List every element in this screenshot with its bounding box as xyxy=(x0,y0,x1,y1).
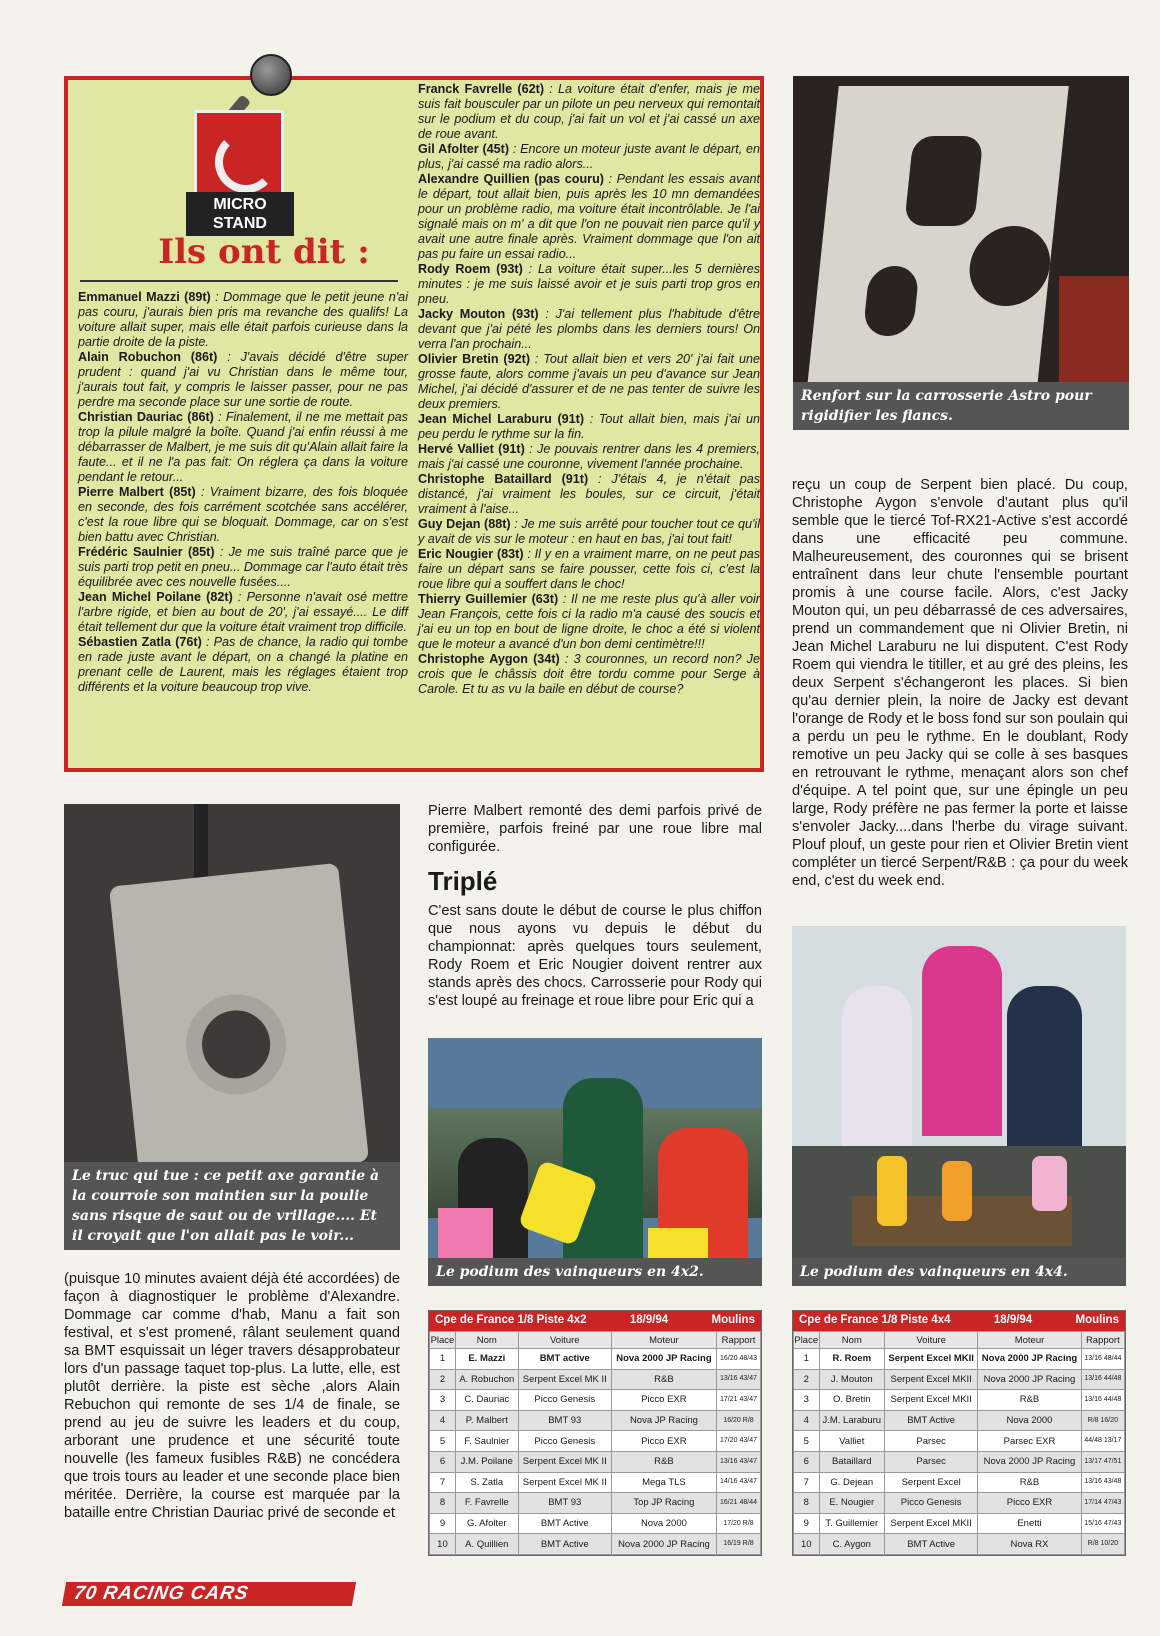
table-row xyxy=(430,1513,761,1534)
table-cell: 9 xyxy=(430,1513,456,1534)
table-cell: G. Dejean xyxy=(819,1472,885,1493)
quote-text: : Tout allait bien et vers 20' j'ai fait une grosse faute, alors comme j'avais un peu d'avance sur Jean Michel, j'ai décidé d'assurer et de ne pas tenter de suivre les deux premiers. xyxy=(418,352,760,411)
table-date: 18/9/94 xyxy=(993,1314,1033,1326)
table-row xyxy=(794,1451,1125,1472)
quote-speaker: Jacky Mouton (93t) xyxy=(418,307,539,321)
table-cell: Nova RX xyxy=(978,1534,1081,1555)
quote-entry xyxy=(78,635,408,695)
photo-podium-4x4 xyxy=(792,926,1126,1286)
column-header: Nom xyxy=(455,1332,518,1349)
table-cell: Parsec xyxy=(885,1431,978,1452)
table-cell: Parsec EXR xyxy=(978,1431,1081,1452)
column-header: Rapport xyxy=(717,1332,761,1349)
table-cell: 13/17 47/51 xyxy=(1081,1451,1124,1472)
table-cell: R&B xyxy=(978,1472,1081,1493)
quote-entry xyxy=(78,485,408,545)
page-footer: 70 RACING CARS xyxy=(62,1582,356,1606)
quote-text: : La voiture était d'enfer, mais je me suis fait bousculer par un pilote un peu nerveux qui remontait sur le podium et du coup, j'ai fait un vol et j'ai cassé un axe de roue avant. xyxy=(418,82,760,141)
table-row xyxy=(794,1349,1125,1370)
table-row xyxy=(430,1431,761,1452)
table-cell: Bataillard xyxy=(819,1451,885,1472)
quote-speaker: Sébastien Zatla (76t) xyxy=(78,635,202,649)
divider xyxy=(80,280,398,282)
quote-entry xyxy=(78,545,408,590)
table-cell: S. Zatla xyxy=(455,1472,518,1493)
quote-entry xyxy=(418,592,760,652)
quote-text: : Encore un moteur juste avant le départ, en plus, j'ai cassé ma radio alors... xyxy=(418,142,760,171)
table-cell: 8 xyxy=(430,1493,456,1514)
quote-speaker: Christophe Bataillard (91t) xyxy=(418,472,589,486)
table-cell: 10 xyxy=(430,1534,456,1555)
table-cell: 17/21 43/47 xyxy=(717,1390,761,1411)
table-cell: E. Mazzi xyxy=(455,1349,518,1370)
quote-speaker: Olivier Bretin (92t) xyxy=(418,352,531,366)
table-cell: Nova JP Racing xyxy=(611,1410,716,1431)
table-cell: Mega TLS xyxy=(611,1472,716,1493)
photo-caption: Le podium des vainqueurs en 4x2. xyxy=(428,1258,762,1286)
quote-speaker: Frédéric Saulnier (85t) xyxy=(78,545,215,559)
table-cell: F. Saulnier xyxy=(455,1431,518,1452)
photo-caption: Le podium des vainqueurs en 4x4. xyxy=(792,1258,1126,1286)
table-cell: Serpent Excel MKII xyxy=(885,1390,978,1411)
table-row xyxy=(430,1451,761,1472)
table-row xyxy=(430,1410,761,1431)
column-header: Rapport xyxy=(1081,1332,1124,1349)
table-row xyxy=(794,1390,1125,1411)
table-row xyxy=(430,1493,761,1514)
table-cell: 16/21 48/44 xyxy=(717,1493,761,1514)
quote-speaker: Eric Nougier (83t) xyxy=(418,547,524,561)
quotes-left-column xyxy=(78,290,408,695)
quote-speaker: Jean Michel Poilane (82t) xyxy=(78,590,233,604)
table-cell: 4 xyxy=(430,1410,456,1431)
photo-body-reinforcement xyxy=(793,76,1129,430)
table-cell: Nova 2000 JP Racing xyxy=(978,1369,1081,1390)
table-cell: R. Roem xyxy=(819,1349,885,1370)
table-place: Moulins xyxy=(711,1314,755,1326)
quote-title: Ils ont dit : xyxy=(158,232,370,272)
table-cell: BMT Active xyxy=(518,1534,611,1555)
table-cell: Picco Genesis xyxy=(885,1493,978,1514)
results-table xyxy=(429,1331,761,1555)
table-cell: R/8 16/20 xyxy=(1081,1410,1124,1431)
quote-text: : Pendant les essais avant le départ, tout allait bien, puis après les 10 mn demandées pour un problème radio, ma voiture était incontrôlable. Je l'ai signalé mais on m' a dit que l'on ne pouvait rien parce qu'il y avait une autre finale après. Vraiment dommage que l'on ait pas pu faire un essai radio... xyxy=(418,172,760,261)
table-cell: R&B xyxy=(611,1369,716,1390)
table-row xyxy=(430,1390,761,1411)
column-header: Voiture xyxy=(885,1332,978,1349)
table-row xyxy=(794,1472,1125,1493)
table-cell: P. Malbert xyxy=(455,1410,518,1431)
table-cell: 1 xyxy=(794,1349,820,1370)
table-cell: 7 xyxy=(430,1472,456,1493)
table-cell: 2 xyxy=(794,1369,820,1390)
table-cell: J.M. Poilane xyxy=(455,1451,518,1472)
micro-stand-logo xyxy=(194,110,284,200)
quote-text: : Je pouvais rentrer dans les 4 premiers, mais j'ai cassé une couronne, vivement l'année prochaine. xyxy=(418,442,760,471)
quote-speaker: Franck Favrelle (62t) xyxy=(418,82,545,96)
quote-text: : Personne n'avait osé mettre l'arbre rigide, et bien au bout de 20', j'ai essayé.... Le diff était tellement dur que la voiture était vraiment trop difficile. xyxy=(78,590,408,634)
table-cell: 3 xyxy=(794,1390,820,1411)
table-row xyxy=(794,1493,1125,1514)
quote-speaker: Christophe Aygon (34t) xyxy=(418,652,560,666)
quotes-right-column xyxy=(418,82,760,697)
quote-speaker: Thierry Guillemier (63t) xyxy=(418,592,559,606)
table-row xyxy=(430,1369,761,1390)
table-cell: Top JP Racing xyxy=(611,1493,716,1514)
table-cell: Nova 2000 JP Racing xyxy=(978,1451,1081,1472)
table-cell: 17/20 R/8 xyxy=(717,1513,761,1534)
table-cell: 13/16 44/48 xyxy=(1081,1390,1124,1411)
table-cell: Enetti xyxy=(978,1513,1081,1534)
quote-speaker: Christian Dauriac (86t) xyxy=(78,410,214,424)
quote-text: : Vraiment bizarre, des fois bloquée en seconde, des fois carrément scotchée sans accélérer, c'est la roue libre qui se bloquait. Dommage, car on s'est bien battu avec Christian. xyxy=(78,485,408,544)
quote-text: : Tout allait bien, mais j'ai un peu perdu le rythme sur la fin. xyxy=(418,412,760,441)
table-cell: 13/16 43/47 xyxy=(717,1369,761,1390)
section-heading: Triplé xyxy=(428,866,498,896)
column-header: Place xyxy=(430,1332,456,1349)
quote-entry xyxy=(418,142,760,172)
quote-text: : Finalement, il ne me mettait pas trop la pilule malgré la boîte. Quand j'ai enfin réussi à me débarrasser de Malbert, je me suis dit qu'Alain allait faire la faute... et il ne l'a pas fait: On réglera ça dans la voiture pendant le retour... xyxy=(78,410,408,484)
table-cell: C. Aygon xyxy=(819,1534,885,1555)
table-row xyxy=(794,1513,1125,1534)
table-cell: Picco Genesis xyxy=(518,1390,611,1411)
table-title: Cpe de France 1/8 Piste 4x4 xyxy=(799,1314,951,1326)
table-cell: Picco EXR xyxy=(978,1493,1081,1514)
quote-speaker: Alain Robuchon (86t) xyxy=(78,350,218,364)
table-title-bar xyxy=(793,1311,1125,1331)
article-text-left: (puisque 10 minutes avaient déjà été accordées) de façon à diagnostiquer le problème d'Alexandre. Dommage car comme d'hab, Manu a fait son festival, et s'est promené, râlant seulement quand sa BMT esquissait un léger travers désapprobateur lors d'un passage taquet top-plus. La lutte, elle, est plutôt derrière. la piste est sèche ,alors Alain Rebuchon qui remonte de ses 1/4 de finale, se prend au jeu de suivre les leaders et du coup, arborant une prudence et une sécurité toute nouvelle (les fameux fusibles R&B) ne concédera que trois tours au leader et une seconde place bien méritée. Derrière, la course est marquée par la bataille entre Christian Dauriac privé de seconde et xyxy=(64,1271,400,1521)
table-cell: Serpent Excel MKII xyxy=(885,1349,978,1370)
quote-entry xyxy=(78,590,408,635)
table-cell: BMT active xyxy=(518,1349,611,1370)
table-cell: 14/16 43/47 xyxy=(717,1472,761,1493)
table-title-bar xyxy=(429,1311,761,1331)
quote-entry xyxy=(418,262,760,307)
table-cell: R&B xyxy=(611,1451,716,1472)
table-row xyxy=(794,1410,1125,1431)
table-cell: G. Afolter xyxy=(455,1513,518,1534)
table-row xyxy=(430,1472,761,1493)
table-cell: R/8 10/20 xyxy=(1081,1534,1124,1555)
quote-entry xyxy=(418,412,760,442)
table-cell: 8 xyxy=(794,1493,820,1514)
quote-text: : 3 couronnes, un record non? Je crois que le châssis doit être tordu comme pour Serge à Carole. Et tu as vu la baile en début de course? xyxy=(418,652,760,696)
table-cell: 13/16 44/48 xyxy=(1081,1369,1124,1390)
quote-text: : Je me suis traîné parce que je suis parti trop petit en pneu... Dommage car l'auto était très équilibrée avec ces nouvelle fusées.... xyxy=(78,545,409,589)
table-cell: Serpent Excel MKII xyxy=(885,1513,978,1534)
quote-text: : J'avais décidé d'être super prudent : quand j'ai vu Christian dans le même tour, j'aurais tout fait, y compris le laisser passer, pour ne pas perdre ma seconde place sur une sortie de route. xyxy=(78,350,408,409)
table-cell: Valliet xyxy=(819,1431,885,1452)
table-cell: O. Bretin xyxy=(819,1390,885,1411)
quote-speaker: Guy Dejan (88t) xyxy=(418,517,511,531)
quote-entry xyxy=(418,472,760,517)
table-cell: Nova 2000 JP Racing xyxy=(611,1534,716,1555)
table-cell: F. Favrelle xyxy=(455,1493,518,1514)
table-row xyxy=(794,1534,1125,1555)
badge-line2: STAND xyxy=(213,215,267,232)
micro-stand-badge xyxy=(186,192,294,236)
quote-text: : J'ai tellement plus l'habitude d'être devant que j'ai pété les plombs dans les derniers tours! On verra l'an prochain... xyxy=(418,307,760,351)
table-cell: 4 xyxy=(794,1410,820,1431)
photo-axle-part xyxy=(64,804,400,1250)
quote-text: : Il y en a vraiment marre, on ne peut pas faire un départ sans se faire pousser, cette fois ci, c'est la roue libre qui a souffert dans le choc! xyxy=(418,547,760,591)
table-cell: BMT Active xyxy=(885,1410,978,1431)
quote-text: : Il ne me reste plus qu'à aller voir Jean François, cette fois ci la radio m'a causé des soucis et j'ai eu un top en bout de ligne droite, le choc a été si violent que le moteur a avancé d'un bon demi centimètre!!! xyxy=(418,592,760,651)
table-cell: 2 xyxy=(430,1369,456,1390)
table-cell: 5 xyxy=(794,1431,820,1452)
table-cell: T. Guillemier xyxy=(819,1513,885,1534)
quote-speaker: Gil Afolter (45t) xyxy=(418,142,510,156)
quote-speaker: Hervé Valliet (91t) xyxy=(418,442,525,456)
table-cell: 5 xyxy=(430,1431,456,1452)
table-cell: BMT 93 xyxy=(518,1493,611,1514)
table-cell: Serpent Excel MKII xyxy=(885,1369,978,1390)
quote-entry xyxy=(78,290,408,350)
column-header: Nom xyxy=(819,1332,885,1349)
photo-caption: Renfort sur la carrosserie Astro pour rigidifier les flancs. xyxy=(793,382,1129,430)
table-cell: 6 xyxy=(430,1451,456,1472)
table-cell: 13/16 43/47 xyxy=(717,1451,761,1472)
table-cell: 6 xyxy=(794,1451,820,1472)
table-cell: 7 xyxy=(794,1472,820,1493)
table-cell: 17/14 47/43 xyxy=(1081,1493,1124,1514)
table-cell: A. Quillien xyxy=(455,1534,518,1555)
table-row xyxy=(430,1349,761,1370)
table-cell: C. Dauriac xyxy=(455,1390,518,1411)
results-table xyxy=(793,1331,1125,1555)
table-cell: 10 xyxy=(794,1534,820,1555)
table-cell: Picco EXR xyxy=(611,1431,716,1452)
part-image xyxy=(109,863,369,1185)
quote-box xyxy=(64,76,764,772)
table-cell: 16/19 R/8 xyxy=(717,1534,761,1555)
table-cell: 9 xyxy=(794,1513,820,1534)
table-cell: Serpent Excel xyxy=(885,1472,978,1493)
table-cell: 13/16 48/44 xyxy=(1081,1349,1124,1370)
column-header: Moteur xyxy=(611,1332,716,1349)
column-header: Place xyxy=(794,1332,820,1349)
table-cell: Parsec xyxy=(885,1451,978,1472)
table-cell: BMT Active xyxy=(885,1534,978,1555)
column-header: Moteur xyxy=(978,1332,1081,1349)
quote-entry xyxy=(418,442,760,472)
table-cell: Nova 2000 JP Racing xyxy=(611,1349,716,1370)
photo-caption: Le truc qui tue : ce petit axe garantie à la courroie son maintien sur la poulie sans risque de saut ou de vrillage.... Et il croyait que l'on allait pas le voir... xyxy=(64,1162,400,1250)
table-cell: 13/16 43/48 xyxy=(1081,1472,1124,1493)
column-header: Voiture xyxy=(518,1332,611,1349)
car-body-image xyxy=(807,86,1069,386)
quote-speaker: Alexandre Quillien (pas couru) xyxy=(418,172,604,186)
table-cell: J.M. Laraburu xyxy=(819,1410,885,1431)
table-date: 18/9/94 xyxy=(629,1314,669,1326)
results-table-4x2 xyxy=(428,1310,762,1556)
article-text-mid-top: Pierre Malbert remonté des demi parfois privé de première, parfois freiné par une roue libre mal configurée. xyxy=(428,803,762,855)
table-cell: Picco EXR xyxy=(611,1390,716,1411)
table-cell: 17/20 43/47 xyxy=(717,1431,761,1452)
quote-text: : La voiture était super...les 5 dernières minutes : je me suis laissé avoir et je suis parti trop gros en pneu. xyxy=(418,262,761,306)
quote-entry xyxy=(78,410,408,485)
microphone-icon xyxy=(250,54,292,96)
table-row xyxy=(794,1369,1125,1390)
quote-entry xyxy=(418,652,760,697)
quote-text: : Je me suis arrêté pour toucher tout ce qu'il y avait de vis sur le moteur : en haut en bas, j'ai tout fait! xyxy=(418,517,761,546)
table-cell: Picco Genesis xyxy=(518,1431,611,1452)
quote-entry xyxy=(418,547,760,592)
photo-podium-4x2 xyxy=(428,1038,762,1286)
quote-entry xyxy=(418,352,760,412)
table-cell: BMT Active xyxy=(518,1513,611,1534)
article-text-right: reçu un coup de Serpent bien placé. Du coup, Christophe Aygon s'envole d'autant plus qu'il semble que le tiercé Tof-RX21-Active s'est accordé dans une efficacité peu commune. Malheureusement, des couronnes qui se brisent entraînent dans leur chute l'ensemble pourtant promis à une course facile. Alors, c'est Jacky Mouton qui, un peu débarrassé de ces adversaires, prend un commandement que ni Olivier Bretin, ni Jean Michel Laraburu ne lui disputent. C'est Rody Roem qui viendra le titiller, et au gré des pleins, les deux Serpent s'échangeront les places. Si bien qu'au dernier plein, la noire de Jacky est devant l'orange de Rody et le boss fond sur son poulain qui a perdu un peu le rythme. En le doublant, Rody remotive un peu Jacky qui se colle à ses basques en retrouvant le rythme, menaçant alors son chef d'équipe. A tel point que, sur une épingle un peu large, Rody préfère ne pas fermer la porte et laisse s'envoler Jacky....dans l'herbe du virage suivant. Plouf plouf, un geste pour rien et Olivier Bretin vient compléter un tiercé Serpent/R&B : ça pour du week end, c'est du week end. xyxy=(792,477,1128,889)
quote-entry xyxy=(78,350,408,410)
table-cell: 3 xyxy=(430,1390,456,1411)
table-cell: Serpent Excel MK II xyxy=(518,1369,611,1390)
badge-line1: MICRO xyxy=(213,196,267,213)
quote-text: : J'étais 4, je n'était pas distancé, j'ai vraiment les boules, sur ce circuit, j'était vraiment à l'aise... xyxy=(418,472,760,516)
table-cell: J. Mouton xyxy=(819,1369,885,1390)
quote-entry xyxy=(418,307,760,352)
table-cell: 16/20 48/43 xyxy=(717,1349,761,1370)
table-title: Cpe de France 1/8 Piste 4x2 xyxy=(435,1314,587,1326)
table-cell: 15/16 47/43 xyxy=(1081,1513,1124,1534)
table-cell: BMT 93 xyxy=(518,1410,611,1431)
quote-entry xyxy=(418,172,760,262)
table-cell: 1 xyxy=(430,1349,456,1370)
table-cell: Nova 2000 xyxy=(611,1513,716,1534)
quote-speaker: Emmanuel Mazzi (89t) xyxy=(78,290,211,304)
table-cell: Nova 2000 JP Racing xyxy=(978,1349,1081,1370)
article-text-mid: C'est sans doute le début de course le plus chiffon que nous ayons vu depuis le début du championnat: après quelques tours seulement, Rody Roem et Eric Nougier doivent rentrer aux stands après des chocs. Carrosserie pour Rody qui s'est loupé au freinage et roue libre pour Eric qui a xyxy=(428,903,762,1009)
quote-entry xyxy=(418,517,760,547)
quote-speaker: Rody Roem (93t) xyxy=(418,262,523,276)
quote-text: : Pas de chance, la radio qui tombe en rade juste avant le départ, on a changé la platine en prenant celle de Laurent, mais les réglages étaient trop différents et la voiture beaucoup trop vive. xyxy=(78,635,408,694)
table-cell: A. Robuchon xyxy=(455,1369,518,1390)
table-place: Moulins xyxy=(1075,1314,1119,1326)
quote-text: : Dommage que le petit jeune n'ai pas couru, j'aurais bien pris ma revanche des qualifs! La voiture allait super, mais elle était parfois curieuse dans la partie droite de la piste. xyxy=(78,290,408,349)
results-table-4x4 xyxy=(792,1310,1126,1556)
quote-entry xyxy=(418,82,760,142)
table-row xyxy=(430,1534,761,1555)
table-cell: 16/20 R/8 xyxy=(717,1410,761,1431)
table-cell: R&B xyxy=(978,1390,1081,1411)
table-cell: E. Nougier xyxy=(819,1493,885,1514)
table-cell: Serpent Excel MK II xyxy=(518,1451,611,1472)
table-cell: Serpent Excel MK II xyxy=(518,1472,611,1493)
table-cell: 44/48 13/17 xyxy=(1081,1431,1124,1452)
quote-speaker: Pierre Malbert (85t) xyxy=(78,485,196,499)
quote-speaker: Jean Michel Laraburu (91t) xyxy=(418,412,585,426)
table-row xyxy=(794,1431,1125,1452)
table-cell: Nova 2000 xyxy=(978,1410,1081,1431)
